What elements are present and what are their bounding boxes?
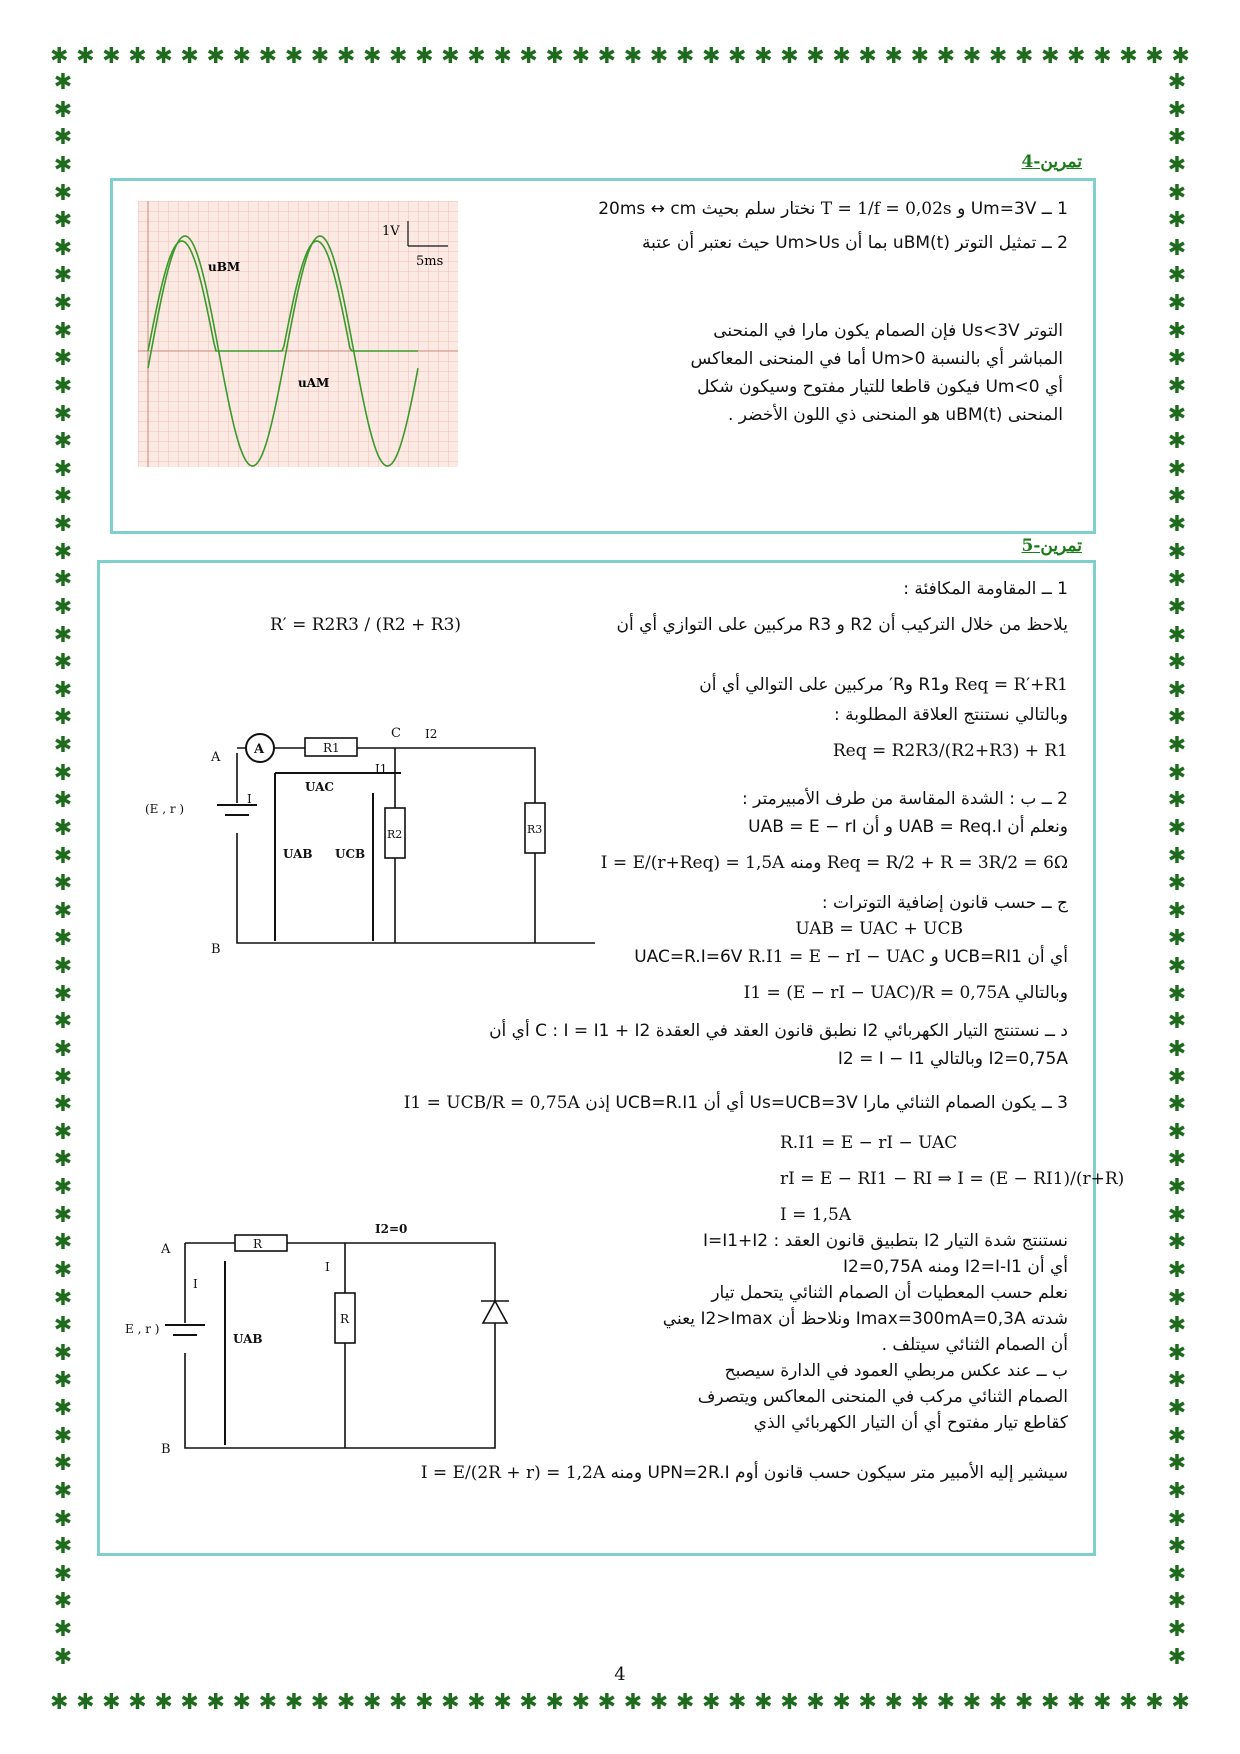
palm-icon: ✱	[53, 1340, 73, 1366]
ex5-l2: يلاحظ من خلال التركيب أن R2 و R3 مركبين على التوازي أي أن	[616, 615, 1068, 635]
palm-icon: ✱	[780, 44, 799, 69]
ex4-p1: التوتر Us<3V فإن الصمام يكون مارا في المنحنى	[713, 321, 1063, 341]
palm-icon: ✱	[389, 44, 408, 69]
palm-icon: ✱	[53, 1009, 73, 1035]
palm-icon: ✱	[936, 44, 956, 69]
palm-icon: ✱	[1167, 346, 1187, 372]
palm-icon: ✱	[1067, 44, 1086, 69]
ex5-l3	[699, 675, 1068, 695]
palm-icon: ✱	[1167, 180, 1187, 206]
palm-icon: ✱	[1167, 1478, 1187, 1504]
palm-icon: ✱	[336, 1690, 356, 1715]
palm-icon: ✱	[1167, 926, 1187, 952]
palm-icon: ✱	[1167, 622, 1187, 648]
palm-icon: ✱	[1167, 539, 1187, 565]
palm-icon: ✱	[571, 44, 590, 69]
palm-icon: ✱	[154, 44, 173, 69]
palm-icon: ✱	[1167, 1396, 1187, 1421]
palm-icon: ✱	[1167, 871, 1187, 897]
palm-icon: ✱	[53, 1230, 73, 1256]
ex5-eq-ri1: R.I1 = E − rI − UAC	[747, 947, 926, 967]
ex5-l11: I2=0,75A وبالتالي I2 = I − I1	[837, 1049, 1068, 1069]
palm-icon: ✱	[1167, 97, 1187, 123]
ex5-l9	[744, 983, 1068, 1003]
palm-icon: ✱	[1167, 235, 1187, 261]
palm-icon: ✱	[571, 1690, 590, 1715]
circuit-diagram-2	[125, 1222, 575, 1457]
palm-icon: ✱	[1167, 1340, 1187, 1366]
palm-icon: ✱	[53, 1257, 73, 1283]
palm-icon: ✱	[102, 1690, 121, 1715]
palm-icon: ✱	[754, 44, 773, 69]
palm-icon: ✱	[1167, 456, 1187, 482]
ex5-eq-i1b: I1 = UCB/R = 0,75A	[403, 1093, 580, 1113]
ex4-line1	[598, 199, 1068, 219]
palm-icon: ✱	[53, 981, 73, 1007]
ex5-l4: وبالتالي نستنتج العلاقة المطلوبة :	[834, 705, 1068, 725]
palm-icon: ✱	[53, 788, 73, 814]
palm-icon: ✱	[1119, 44, 1138, 69]
ex5-l8-text: أي أن UCB=RI1 و UAC=R.I=6V	[634, 947, 1068, 967]
palm-icon: ✱	[1145, 44, 1164, 69]
palm-icon: ✱	[1167, 760, 1187, 786]
palm-icon: ✱	[1167, 567, 1187, 593]
palm-icon: ✱	[1014, 1690, 1034, 1715]
palm-icon: ✱	[258, 44, 278, 69]
ex5-l21-text: سيشير إليه الأمبير متر سيكون حسب قانون أوم UPN=2R.I ومنه	[610, 1463, 1068, 1483]
palm-icon: ✱	[180, 1690, 199, 1715]
palm-icon: ✱	[1167, 512, 1187, 537]
palm-icon: ✱	[1167, 318, 1187, 344]
ex4-p3: أي Um<0 فيكون قاطعا للتيار مفتوح وسيكون شكل	[697, 377, 1063, 397]
palm-icon: ✱	[519, 1690, 538, 1715]
palm-icon: ✱	[50, 44, 69, 69]
palm-icon: ✱	[53, 1119, 73, 1145]
palm-icon: ✱	[154, 1690, 173, 1715]
label2-i2: I2=0	[375, 1222, 408, 1236]
palm-icon: ✱	[415, 1690, 434, 1715]
palm-icon: ✱	[1167, 484, 1187, 510]
palm-icon: ✱	[53, 1451, 73, 1477]
palm-icon: ✱	[910, 44, 930, 69]
ammeter-label: A	[254, 742, 265, 757]
palm-icon: ✱	[180, 44, 199, 69]
palm-icon: ✱	[675, 44, 695, 69]
border-bottom	[50, 1690, 1190, 1716]
palm-icon: ✱	[1167, 1368, 1187, 1394]
palm-icon: ✱	[1167, 1313, 1187, 1339]
palm-icon: ✱	[53, 70, 73, 95]
palm-icon: ✱	[623, 44, 643, 69]
border-left	[50, 70, 76, 1670]
palm-icon: ✱	[53, 567, 73, 593]
palm-icon: ✱	[53, 152, 73, 178]
palm-icon: ✱	[53, 1561, 73, 1587]
palm-icon: ✱	[1167, 815, 1187, 841]
palm-icon: ✱	[441, 44, 460, 69]
palm-icon: ✱	[50, 1690, 69, 1715]
palm-icon: ✱	[53, 1368, 73, 1394]
curve-ubm-label: uBM	[208, 260, 241, 274]
palm-icon: ✱	[53, 180, 73, 206]
palm-icon: ✱	[53, 318, 73, 344]
label2-source: E , r )	[125, 1322, 160, 1336]
ex5-l13: نستنتج شدة التيار I2 بتطبيق قانون العقد : I=I1+I2	[702, 1231, 1068, 1251]
palm-icon: ✱	[441, 1690, 460, 1715]
palm-icon: ✱	[53, 346, 73, 372]
palm-icon: ✱	[53, 235, 73, 261]
palm-icon: ✱	[53, 1478, 73, 1504]
palm-icon: ✱	[1167, 263, 1187, 289]
palm-icon: ✱	[675, 1690, 695, 1715]
ex4-p4: المنحنى uBM(t) هو المنحنى ذي اللون الأخضر .	[727, 405, 1063, 425]
palm-icon: ✱	[53, 429, 73, 455]
label-i1: I1	[375, 762, 388, 776]
palm-icon: ✱	[53, 871, 73, 897]
ex5-l16: شدته Imax=300mA=0,3A ونلاحظ أن I2>Imax يعني	[662, 1309, 1068, 1329]
ex4-scale: نختار سلم بحيث 20ms ↔ cm	[598, 199, 816, 219]
palm-icon: ✱	[258, 1690, 278, 1715]
ex5-l12-text: 3 ــ يكون الصمام الثنائي مارا Us=UCB=3V أي أن UCB=R.I1 إذن	[585, 1093, 1068, 1113]
palm-icon: ✱	[1167, 843, 1187, 869]
palm-icon: ✱	[53, 677, 73, 703]
palm-icon: ✱	[415, 44, 434, 69]
palm-icon: ✱	[1167, 650, 1187, 676]
palm-icon: ✱	[1145, 1690, 1164, 1715]
label-i2: I2	[425, 727, 438, 741]
palm-icon: ✱	[1171, 1690, 1190, 1715]
palm-icon: ✱	[284, 44, 304, 69]
palm-icon: ✱	[206, 44, 225, 69]
palm-icon: ✱	[649, 1690, 669, 1715]
palm-icon: ✱	[53, 1175, 73, 1200]
palm-icon: ✱	[884, 1690, 903, 1715]
ex5-l18: ب ــ عند عكس مربطي العمود في الدارة سيصبح	[724, 1361, 1068, 1381]
exercise4-title: تمرين-4	[1021, 152, 1082, 172]
palm-icon: ✱	[53, 1396, 73, 1421]
palm-icon: ✱	[1167, 291, 1187, 316]
palm-icon: ✱	[1167, 677, 1187, 703]
exercise5-title: تمرين-5	[1021, 536, 1082, 556]
palm-icon: ✱	[1167, 594, 1187, 620]
palm-icon: ✱	[1167, 1175, 1187, 1200]
palm-icon: ✱	[1167, 1506, 1187, 1532]
ex5-l20: كقاطع تيار مفتوح أي أن التيار الكهربائي الذي	[753, 1413, 1068, 1433]
label-i: I	[247, 792, 252, 806]
palm-icon: ✱	[1167, 1423, 1187, 1449]
palm-icon: ✱	[53, 208, 73, 234]
palm-icon: ✱	[597, 44, 617, 69]
palm-icon: ✱	[53, 926, 73, 952]
palm-icon: ✱	[389, 1690, 408, 1715]
palm-icon: ✱	[936, 1690, 956, 1715]
palm-icon: ✱	[53, 594, 73, 620]
palm-icon: ✱	[493, 1690, 512, 1715]
label-uab: UAB	[283, 847, 313, 861]
ex5-l9-text: وبالتالي	[1015, 983, 1068, 1003]
palm-icon: ✱	[1167, 1064, 1187, 1090]
palm-icon: ✱	[53, 97, 73, 123]
palm-icon: ✱	[232, 1690, 251, 1715]
palm-icon: ✱	[701, 1690, 721, 1715]
palm-icon: ✱	[1167, 1092, 1187, 1118]
label-r1: R1	[323, 741, 340, 755]
palm-icon: ✱	[206, 1690, 225, 1715]
palm-icon: ✱	[53, 401, 73, 427]
palm-icon: ✱	[128, 1690, 147, 1715]
palm-icon: ✱	[1167, 705, 1187, 731]
palm-icon: ✱	[53, 815, 73, 841]
border-right	[1164, 70, 1190, 1670]
palm-icon: ✱	[1167, 373, 1187, 399]
palm-icon: ✱	[545, 44, 564, 69]
ex5-l17: أن الصمام الثنائي سيتلف .	[881, 1335, 1068, 1355]
palm-icon: ✱	[545, 1690, 564, 1715]
palm-icon: ✱	[988, 44, 1008, 69]
palm-icon: ✱	[53, 1506, 73, 1532]
palm-icon: ✱	[128, 44, 147, 69]
palm-icon: ✱	[1040, 1690, 1060, 1715]
palm-icon: ✱	[1167, 1257, 1187, 1283]
palm-icon: ✱	[1167, 1644, 1187, 1670]
palm-icon: ✱	[310, 44, 330, 69]
ex5-l19: الصمام الثنائي مركب في المنحنى المعاكس ويتصرف	[697, 1387, 1068, 1407]
label2-a: A	[161, 1242, 171, 1257]
palm-icon: ✱	[858, 44, 877, 69]
ex5-l6: ونعلم أن UAB = Req.I و أن UAB = E − rI	[748, 817, 1068, 837]
ex5-eq-i1: I1 = (E − rI − UAC)/R = 0,75A	[743, 983, 1010, 1003]
palm-icon: ✱	[53, 263, 73, 289]
palm-icon: ✱	[1167, 1285, 1187, 1311]
palm-icon: ✱	[1167, 1009, 1187, 1035]
label-r3: R3	[527, 823, 543, 836]
ex5-l12	[404, 1093, 1068, 1113]
palm-icon: ✱	[1040, 44, 1060, 69]
ex5-l8	[634, 947, 1068, 967]
palm-icon: ✱	[53, 1534, 73, 1560]
palm-icon: ✱	[1167, 70, 1187, 95]
palm-icon: ✱	[754, 1690, 773, 1715]
palm-icon: ✱	[284, 1690, 304, 1715]
label-source: (E , r )	[145, 802, 185, 816]
palm-icon: ✱	[53, 1092, 73, 1118]
label2-i: I	[193, 1277, 198, 1291]
ex4-p2: المباشر أي بالنسبة Um>0 أما في المنحنى المعاكس	[690, 349, 1063, 369]
ex5-l7: ج ــ حسب قانون إضافية التوترات :	[821, 893, 1068, 913]
palm-icon: ✱	[53, 650, 73, 676]
palm-icon: ✱	[1171, 44, 1190, 69]
palm-icon: ✱	[1167, 733, 1187, 758]
palm-icon: ✱	[53, 484, 73, 510]
label2-i-branch: I	[325, 1260, 330, 1274]
palm-icon: ✱	[53, 1313, 73, 1339]
label-r-top: R	[253, 1237, 263, 1251]
palm-icon: ✱	[806, 44, 825, 69]
ex5-eq-b: rI = E − RI1 − RI ⇒ I = (E − RI1)/(r+R)	[780, 1169, 1125, 1189]
label2-b: B	[161, 1442, 171, 1457]
palm-icon: ✱	[1167, 208, 1187, 234]
ex5-l5: 2 ــ ب : الشدة المقاسة من طرف الأمبيرمتر :	[741, 789, 1068, 809]
exercise5-box	[97, 560, 1125, 1556]
border-top	[50, 44, 1190, 70]
palm-icon: ✱	[1167, 152, 1187, 178]
ex5-l15: نعلم حسب المعطيات أن الصمام الثنائي يتحمل تيار	[711, 1283, 1068, 1303]
palm-icon: ✱	[362, 1690, 382, 1715]
palm-icon: ✱	[806, 1690, 825, 1715]
palm-icon: ✱	[53, 291, 73, 316]
palm-icon: ✱	[1167, 1147, 1187, 1173]
label-r2: R2	[387, 828, 403, 841]
palm-icon: ✱	[362, 44, 382, 69]
palm-icon: ✱	[1093, 1690, 1112, 1715]
palm-icon: ✱	[310, 1690, 330, 1715]
palm-icon: ✱	[53, 705, 73, 731]
palm-icon: ✱	[910, 1690, 930, 1715]
ex5-eq-a: R.I1 = E − rI − UAC	[780, 1133, 958, 1153]
palm-icon: ✱	[1014, 44, 1034, 69]
ex5-eq-uab: UAB = UAC + UCB	[795, 919, 963, 939]
palm-icon: ✱	[1167, 1451, 1187, 1477]
label-a: A	[211, 750, 221, 765]
curve-uam-label: uAM	[298, 376, 330, 390]
palm-icon: ✱	[728, 44, 747, 69]
palm-icon: ✱	[467, 44, 486, 69]
exercise4-box	[110, 178, 1096, 534]
palm-icon: ✱	[649, 44, 669, 69]
palm-icon: ✱	[832, 1690, 851, 1715]
palm-icon: ✱	[76, 1690, 95, 1715]
palm-icon: ✱	[53, 1589, 73, 1615]
palm-icon: ✱	[102, 44, 121, 69]
palm-icon: ✱	[780, 1690, 799, 1715]
palm-icon: ✱	[1167, 1230, 1187, 1256]
palm-icon: ✱	[53, 1202, 73, 1228]
palm-icon: ✱	[53, 1617, 73, 1642]
palm-icon: ✱	[1167, 1617, 1187, 1642]
palm-icon: ✱	[53, 898, 73, 924]
palm-icon: ✱	[962, 1690, 982, 1715]
palm-icon: ✱	[53, 622, 73, 648]
palm-icon: ✱	[832, 44, 851, 69]
palm-icon: ✱	[53, 125, 73, 151]
volt-scale-label: 1V	[382, 224, 400, 239]
palm-icon: ✱	[1167, 981, 1187, 1007]
palm-icon: ✱	[858, 1690, 877, 1715]
palm-icon: ✱	[728, 1690, 747, 1715]
palm-icon: ✱	[1167, 1589, 1187, 1615]
diode-icon	[483, 1301, 507, 1323]
circuit-diagram-1	[125, 693, 575, 957]
label-uac: UAC	[305, 780, 334, 794]
palm-icon: ✱	[232, 44, 251, 69]
palm-icon: ✱	[1167, 1561, 1187, 1587]
time-scale-label: 5ms	[416, 254, 444, 269]
palm-icon: ✱	[1167, 788, 1187, 814]
ex5-eq-final: I = E/(2R + r) = 1,2A	[420, 1463, 606, 1483]
ex5-l14: أي أن I2=I-I1 ومنه I2=0,75A	[842, 1257, 1068, 1277]
palm-icon: ✱	[53, 1423, 73, 1449]
circuit2-wire	[185, 1243, 495, 1448]
palm-icon: ✱	[623, 1690, 643, 1715]
palm-icon: ✱	[1167, 125, 1187, 151]
palm-icon: ✱	[962, 44, 982, 69]
ex5-eq-c: I = 1,5A	[780, 1205, 852, 1225]
palm-icon: ✱	[1167, 1534, 1187, 1560]
ex4-line2: 2 ــ تمثيل التوتر uBM(t) بما أن Um>Us حيث نعتبر أن عتبة	[641, 233, 1068, 253]
palm-icon: ✱	[53, 1064, 73, 1090]
palm-icon: ✱	[701, 44, 721, 69]
palm-icon: ✱	[1119, 1690, 1138, 1715]
ex5-eq-req: Req = R′+R1	[954, 675, 1068, 695]
palm-icon: ✱	[1167, 898, 1187, 924]
label-r-mid: R	[340, 1312, 350, 1326]
palm-icon: ✱	[884, 44, 903, 69]
ex4-period: T = 1/f = 0,02s	[820, 199, 952, 219]
label-c: C	[391, 726, 401, 741]
label-b: B	[211, 942, 221, 957]
palm-icon: ✱	[597, 1690, 617, 1715]
palm-icon: ✱	[988, 1690, 1008, 1715]
palm-icon: ✱	[53, 1285, 73, 1311]
palm-icon: ✱	[1067, 1690, 1086, 1715]
palm-icon: ✱	[53, 1644, 73, 1670]
palm-icon: ✱	[53, 843, 73, 869]
palm-icon: ✱	[53, 1147, 73, 1173]
palm-icon: ✱	[53, 760, 73, 786]
palm-icon: ✱	[53, 512, 73, 537]
palm-icon: ✱	[53, 954, 73, 979]
palm-icon: ✱	[1093, 44, 1112, 69]
ex5-l10: د ــ نستنتج التيار الكهربائي I2 نطبق قانون العقد في العقدة C : I = I1 + I2 أي أن	[489, 1021, 1068, 1041]
voltage-graph	[138, 201, 458, 467]
palm-icon: ✱	[53, 373, 73, 399]
palm-icon: ✱	[467, 1690, 486, 1715]
palm-icon: ✱	[53, 1036, 73, 1062]
palm-icon: ✱	[493, 44, 512, 69]
palm-icon: ✱	[1167, 1202, 1187, 1228]
ex5-eq-rprime: R′ = R2R3 / (R2 + R3)	[270, 615, 462, 635]
palm-icon: ✱	[1167, 954, 1187, 979]
label2-uab: UAB	[233, 1332, 263, 1346]
label-ucb: UCB	[335, 847, 366, 861]
palm-icon: ✱	[1167, 1036, 1187, 1062]
palm-icon: ✱	[53, 733, 73, 758]
palm-icon: ✱	[53, 456, 73, 482]
page-number: 4	[614, 1664, 626, 1685]
palm-icon: ✱	[76, 44, 95, 69]
ex5-l3-text: وR1 وR′ مركبين على التوالي أي أن	[699, 675, 950, 695]
palm-icon: ✱	[1167, 401, 1187, 427]
palm-icon: ✱	[519, 44, 538, 69]
palm-icon: ✱	[1167, 429, 1187, 455]
palm-icon: ✱	[336, 44, 356, 69]
ex5-l21	[421, 1463, 1068, 1483]
ex5-l1: 1 ــ المقاومة المكافئة :	[903, 579, 1068, 599]
palm-icon: ✱	[1167, 1119, 1187, 1145]
palm-icon: ✱	[53, 539, 73, 565]
ex5-eq-I: I = E/(r+Req) = 1,5A ومنه Req = R/2 + R = 3R/2 = 6Ω	[600, 853, 1068, 873]
ex5-eq-req2: Req = R2R3/(R2+R3) + R1	[832, 741, 1068, 761]
ex4-um: 1 ــ Um=3V و	[957, 199, 1068, 219]
